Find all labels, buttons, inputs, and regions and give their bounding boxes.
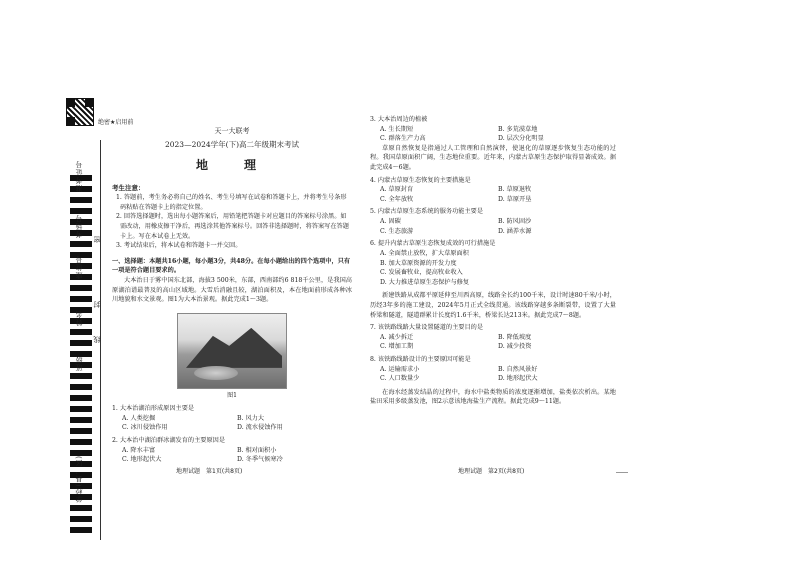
question-stem: 1. 大本治湖泊形成原因主要是 bbox=[112, 405, 195, 413]
option: C. 增加工期 bbox=[380, 343, 414, 351]
notice-item: 2. 回答选择题时，选出每小题答案后，用铅笔把答题卡对应题目的答案标号涂黑。如需改动，用橡皮擦干净后，再选涂其他答案标号。回答非选择题时，将答案写在答题卡上。写在本试卷上无效。 bbox=[116, 213, 349, 240]
label-name: 姓名 bbox=[75, 310, 83, 326]
notice-item: 1. 答题前，考生务必将自己的姓名、考生号填写在试卷和答题卡上，并将考生号条形码粘贴在答题卡上的指定位置。 bbox=[116, 194, 347, 211]
question-3 bbox=[370, 115, 616, 144]
label-class: 班级 bbox=[75, 355, 83, 371]
question-stem: 2. 大本治中湖泊群冰湖发育的主要原因是 bbox=[112, 436, 226, 444]
option: B. 草原退牧 bbox=[498, 186, 532, 194]
subject-title: 地 理 bbox=[195, 158, 268, 173]
exam-series: 天一大联考 bbox=[214, 127, 250, 135]
page-1 bbox=[112, 126, 352, 465]
question-1 bbox=[112, 404, 352, 433]
question-stem: 7. 该铁路线路大量设置隧道的主要目的是 bbox=[370, 324, 484, 332]
question-2 bbox=[112, 436, 352, 465]
passage-3: 新建铁路从成都平原延伸至川西高原，线路全长约100千米，设计时速80千米/小时，历经3年多的施工建设，2024年5月正式全线贯通。该线路穿越多条断裂带，设置了大量桥梁和隧道，隧道群累计长度约1.6千米，桥梁长达213米。据此完成7～8题。 bbox=[370, 292, 616, 319]
page-2-footer: 地理试题 第2页(共8页) bbox=[458, 468, 525, 475]
seal-word-feng: 封 bbox=[93, 300, 101, 308]
option: D. 流水侵蚀作用 bbox=[237, 424, 283, 432]
notice-item: 3. 考试结束后，将本试卷和答题卡一并交回。 bbox=[116, 242, 242, 250]
question-6 bbox=[370, 239, 616, 287]
mountain-shape bbox=[186, 328, 282, 368]
option: D. 涵养水源 bbox=[498, 227, 532, 235]
option: A. 减少拆迁 bbox=[380, 333, 414, 341]
label-school: 学校(县、区) bbox=[75, 455, 83, 503]
option: B. 加大草原资源的开发力度 bbox=[380, 259, 457, 267]
figure-1-caption: 图1 bbox=[227, 391, 237, 399]
label-room-number: 考场号 bbox=[75, 214, 83, 238]
label-seat-number: 座位号 bbox=[75, 255, 83, 279]
notice-title: 考生注意： bbox=[112, 184, 145, 193]
option: C. 生态旅游 bbox=[380, 227, 414, 235]
option: A. 生长期短 bbox=[380, 125, 414, 133]
option: B. 多荒漠草地 bbox=[498, 125, 538, 133]
seal-word-xian: 线 bbox=[93, 335, 101, 343]
question-7 bbox=[370, 323, 616, 352]
corner-mark bbox=[616, 472, 628, 473]
option: B. 自然风景好 bbox=[498, 365, 538, 373]
option: C. 发展畜牧业，提高牧业收入 bbox=[380, 269, 463, 277]
page-2 bbox=[370, 112, 616, 407]
figure-1-photo bbox=[177, 313, 287, 389]
option: B. 降低坡度 bbox=[498, 333, 532, 341]
option: C. 群落生产力高 bbox=[380, 135, 426, 143]
option: A. 草原封育 bbox=[380, 186, 414, 194]
option: A. 全面禁止放牧，扩大草原面积 bbox=[380, 249, 469, 257]
option: D. 大力推进草原生态保护与修复 bbox=[380, 278, 470, 286]
question-stem: 4. 内蒙古草原生态恢复的主要措施是 bbox=[370, 176, 471, 184]
question-stem: 8. 该铁路线路设计的主要原因可能是 bbox=[370, 356, 471, 364]
option: D. 层次分化明显 bbox=[498, 135, 544, 143]
option: A. 人类挖掘 bbox=[122, 414, 156, 422]
question-stem: 3. 大本治周边的植被 bbox=[370, 116, 428, 123]
label-exam-number: 准考证号 bbox=[75, 160, 83, 192]
question-4 bbox=[370, 176, 616, 205]
option: D. 减少投资 bbox=[498, 343, 532, 351]
option: D. 冬季气候寒冷 bbox=[237, 456, 283, 464]
option: C. 全年放牧 bbox=[380, 195, 414, 203]
seal-word-mi: 密 bbox=[93, 235, 101, 243]
lake-shape bbox=[194, 366, 238, 380]
passage-4: 在海水经蒸发结晶的过程中，海水中盐类物质的浓度逐渐增加，盐类依次析出。某地盐田采用多级蒸发池，图2示意该地海盐生产流程。据此完成9～11题。 bbox=[370, 388, 616, 406]
option: C. 人口数量少 bbox=[380, 375, 420, 383]
passage-2: 草原自然恢复是指通过人工管理和自然演替，使退化的草原逐步恢复生态功能的过程。我国草原面积广阔，生态地位重要。近年来，内蒙古草原生态保护取得显著成效。据此完成4～6题。 bbox=[370, 144, 616, 172]
option: A. 固碳 bbox=[380, 218, 401, 226]
section-title: 一、选择题：本题共16小题，每小题3分，共48分。在每小题给出的四个选项中，只有一项是符合题目要求的。 bbox=[112, 257, 351, 275]
confidential-tag: 绝密★启用前 bbox=[98, 119, 134, 126]
option: C. 地形起伏大 bbox=[122, 456, 162, 464]
qr-code bbox=[66, 98, 94, 126]
option: B. 风力大 bbox=[237, 414, 265, 422]
option: D. 地形起伏大 bbox=[498, 375, 538, 383]
option: A. 运输需求小 bbox=[380, 365, 420, 373]
question-stem: 5. 内蒙古草原生态系统的服务功能主要是 bbox=[370, 208, 484, 216]
question-5 bbox=[370, 207, 616, 236]
exam-title: 2023—2024学年(下)高二年级期末考试 bbox=[164, 139, 300, 149]
option: B. 防风固沙 bbox=[498, 218, 532, 226]
option: D. 草原开垦 bbox=[498, 195, 532, 203]
question-8 bbox=[370, 355, 616, 384]
option: B. 相对面积小 bbox=[237, 446, 277, 454]
question-stem: 6. 提升内蒙古草原生态恢复成效的可行措施是 bbox=[370, 240, 496, 248]
option: A. 降水丰富 bbox=[122, 446, 156, 454]
passage-1: 大本治日于雾中国东北部，海拔3 500米，东部，西南部约6 818千公里，是我国高原湖泊谱最普及的高山区域地。大雪后消融且较，湖泊面积及，本在地面前形成各种冰川地貌和水文景观。图1为大本治景观。据此完成1～3题。 bbox=[112, 277, 352, 304]
option: C. 冰川侵蚀作用 bbox=[122, 424, 168, 432]
page-1-footer: 地理试题 第1页(共8页) bbox=[176, 468, 243, 475]
